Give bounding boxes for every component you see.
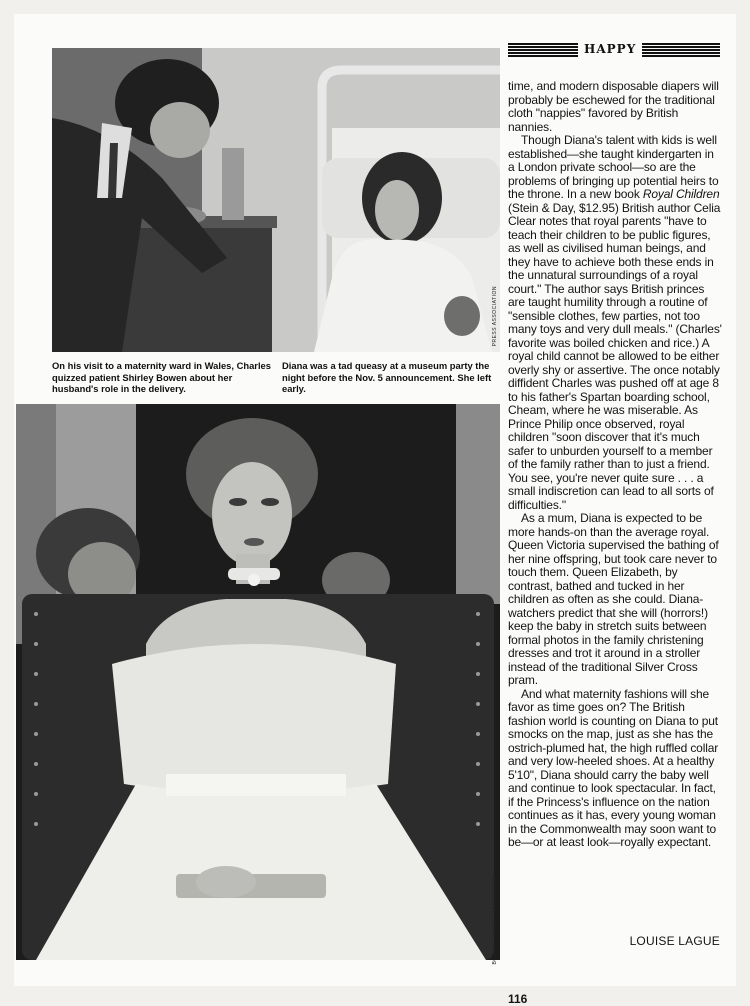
article-paragraph: As a mum, Diana is expected to be more hands-on than the average royal. Queen Victoria supervised the bathing of her nine offspring, but took care never to touch them. Queen Elizabeth, by contrast, bathed and tucked in her children as often as she could. Diana-watchers predict that she will (horrors!) keep the baby in stretch suits between formal photos in the family christening dresses and trot it around in a stroller instead of the traditional Silver Cross pram. <box>508 511 719 687</box>
photo-maternity-ward-image <box>52 48 500 352</box>
photo-credit-bottom: BOB BELL/PRESS ASSOCIATION <box>492 874 498 965</box>
article-paragraph: And what maternity fashions will she favor as time goes on? The British fashion world is counting on Diana to put smocks on the map, just as she has the ostrich-plumed hat, the high ruffled collar and very low-heeled shoes. At a healthy 5'10", Diana should carry the baby well and continue to look spectacular. In fact, if the Princess's influence on the nation continues as it has, every young woman in the Commonwealth may soon want to be—or at least look—royally expectant. <box>508 686 719 849</box>
article-text: Though Diana's talent with kids is well established—she taught kindergarten in a London private school—so are the problems of bringing up potential heirs to the throne. In a new book <box>508 133 719 201</box>
article-body <box>508 80 722 850</box>
section-banner <box>508 43 720 57</box>
article-paragraph <box>508 134 722 512</box>
byline: LOUISE LAGUE <box>629 934 720 948</box>
photo-credit-top: PRESS ASSOCIATION <box>492 286 498 347</box>
article-text: (Stein & Day, $12.95) British author Celia Clear notes that royal parents "have to teach their children to be public figures, as well as civilised human beings, and they have to achieve both these ends in the unnatural surroundings of a royal court." The author says British princes are taught humility through a routine of "sensible clothes, few parties, not too many toys and very dull meals." (Charles' favorite was boiled chicken and rice.) A royal child cannot be allowed to be either overly shy or assertive. The once notably diffident Charles was pushed off at age 8 to his father's Spartan boarding school, Cheam, where he was miserable. As Prince Philip once observed, royal children "soon discover that it's much safer to unburden yourself to a member of the family rather than to just a friend. You see, you're never quite sure . . . a small indiscretion can lead to all sorts of difficulties." <box>508 200 722 512</box>
caption-museum-party: Diana was a tad queasy at a museum party the night before the Nov. 5 announcement. She left early. <box>282 360 492 394</box>
photo-maternity-ward <box>52 48 500 352</box>
page-number: 116 <box>508 992 528 1006</box>
photo-diana-museum-party <box>16 404 500 960</box>
book-title: Royal Children <box>642 187 720 201</box>
article-paragraph: time, and modern disposable diapers will probably be eschewed for the traditional cloth "nappies" favored by British nannies. <box>508 79 719 134</box>
magazine-page <box>14 14 736 1006</box>
section-label: HAPPY <box>578 40 642 58</box>
photo-diana-image <box>16 404 500 960</box>
caption-maternity-ward: On his visit to a maternity ward in Wales, Charles quizzed patient Shirley Bowen about her husband's role in the delivery. <box>52 360 271 394</box>
